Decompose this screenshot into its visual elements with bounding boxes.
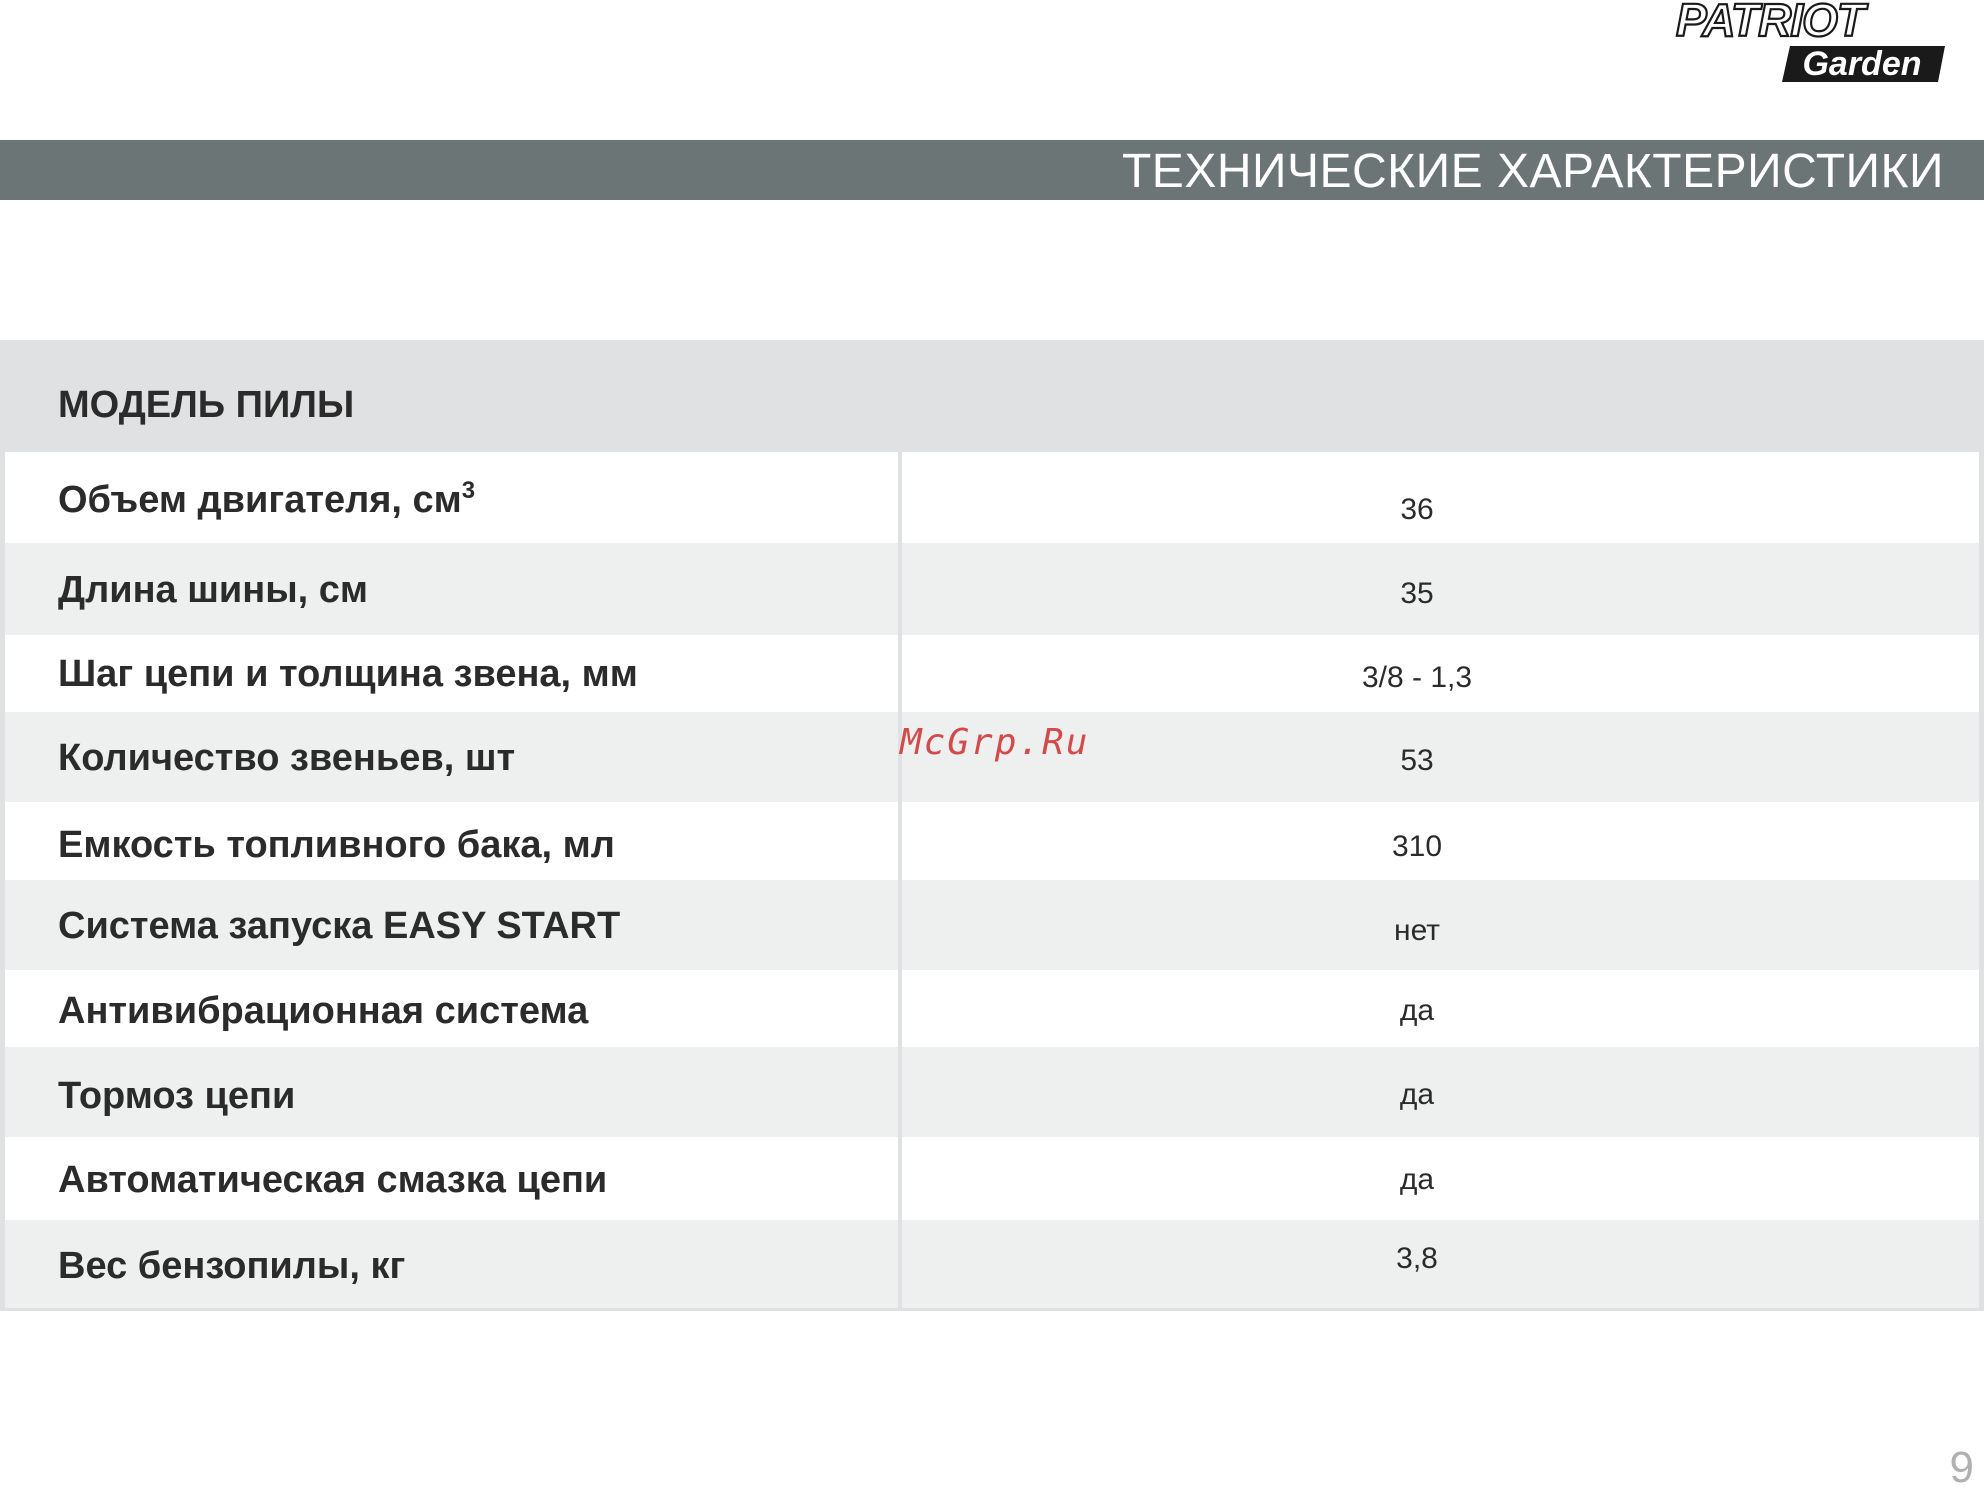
row-label: Антивибрационная система: [58, 990, 589, 1032]
row-value: 35: [1400, 577, 1434, 610]
row-label: Система запуска EASY START: [58, 905, 621, 947]
value-cell: [902, 452, 1979, 543]
row-label: Автоматическая смазка цепи: [58, 1159, 608, 1201]
value-cell: [902, 1137, 1979, 1220]
value-cell: [902, 543, 1979, 635]
row-value: да: [1399, 1078, 1435, 1111]
row-value: 3/8 - 1,3: [1361, 661, 1473, 694]
row-label: Вес бензопилы, кг: [58, 1245, 406, 1287]
row-label: Длина шины, см: [58, 569, 369, 611]
page-number: 9: [1949, 1443, 1974, 1492]
svg-text:Garden: Garden: [1802, 45, 1922, 83]
label-cell: [5, 452, 898, 543]
table-row: [5, 452, 1979, 543]
table-row: [5, 802, 1979, 880]
table-row: [5, 880, 1979, 970]
value-cell: [902, 970, 1979, 1047]
row-value: 310: [1391, 830, 1443, 863]
table-row: [5, 635, 1979, 712]
header-band: [0, 140, 1984, 200]
row-value: 36: [1400, 493, 1434, 526]
patriot-garden-logo: [1590, 0, 1950, 90]
label-cell: [5, 712, 898, 802]
table-row: [5, 1047, 1979, 1137]
row-value: да: [1399, 1163, 1435, 1196]
value-cell: [902, 1220, 1979, 1308]
table-row: [5, 543, 1979, 635]
row-value: нет: [1394, 914, 1440, 947]
watermark-text: McGrp.Ru: [900, 722, 1090, 763]
label-cell: [5, 970, 898, 1047]
page-title: ТЕХНИЧЕСКИЕ ХАРАКТЕРИСТИКИ: [1121, 145, 1944, 198]
superscript: 3: [461, 477, 476, 504]
table-row: [5, 1137, 1979, 1220]
row-value: 3,8: [1396, 1242, 1438, 1275]
value-cell: [902, 635, 1979, 712]
row-label: Объем двигателя, $см^3$: [58, 477, 476, 521]
row-label: Тормоз цепи: [58, 1075, 296, 1117]
specifications-table: [0, 340, 1984, 1311]
table-row: [5, 970, 1979, 1047]
value-cell: [902, 802, 1979, 880]
label-cell: [5, 880, 898, 970]
value-cell: [902, 1047, 1979, 1137]
label-cell: [5, 635, 898, 712]
row-label: Емкость топливного бака, мл: [58, 824, 615, 866]
label-cell: [5, 1047, 898, 1137]
label-cell: [5, 1220, 898, 1308]
label-cell: [5, 802, 898, 880]
row-value: да: [1399, 994, 1435, 1027]
row-label: Шаг цепи и толщина звена, мм: [58, 653, 638, 695]
label-cell: [5, 543, 898, 635]
model-label: МОДЕЛЬ ПИЛЫ: [58, 384, 355, 426]
table-row: [5, 1220, 1979, 1308]
row-label: Количество звеньев, шт: [58, 737, 516, 779]
row-value: 53: [1400, 744, 1434, 777]
svg-text:PATRIOT: PATRIOT: [1675, 0, 1865, 46]
value-cell: [902, 880, 1979, 970]
model-header-row: [0, 340, 1984, 452]
label-cell: [5, 1137, 898, 1220]
